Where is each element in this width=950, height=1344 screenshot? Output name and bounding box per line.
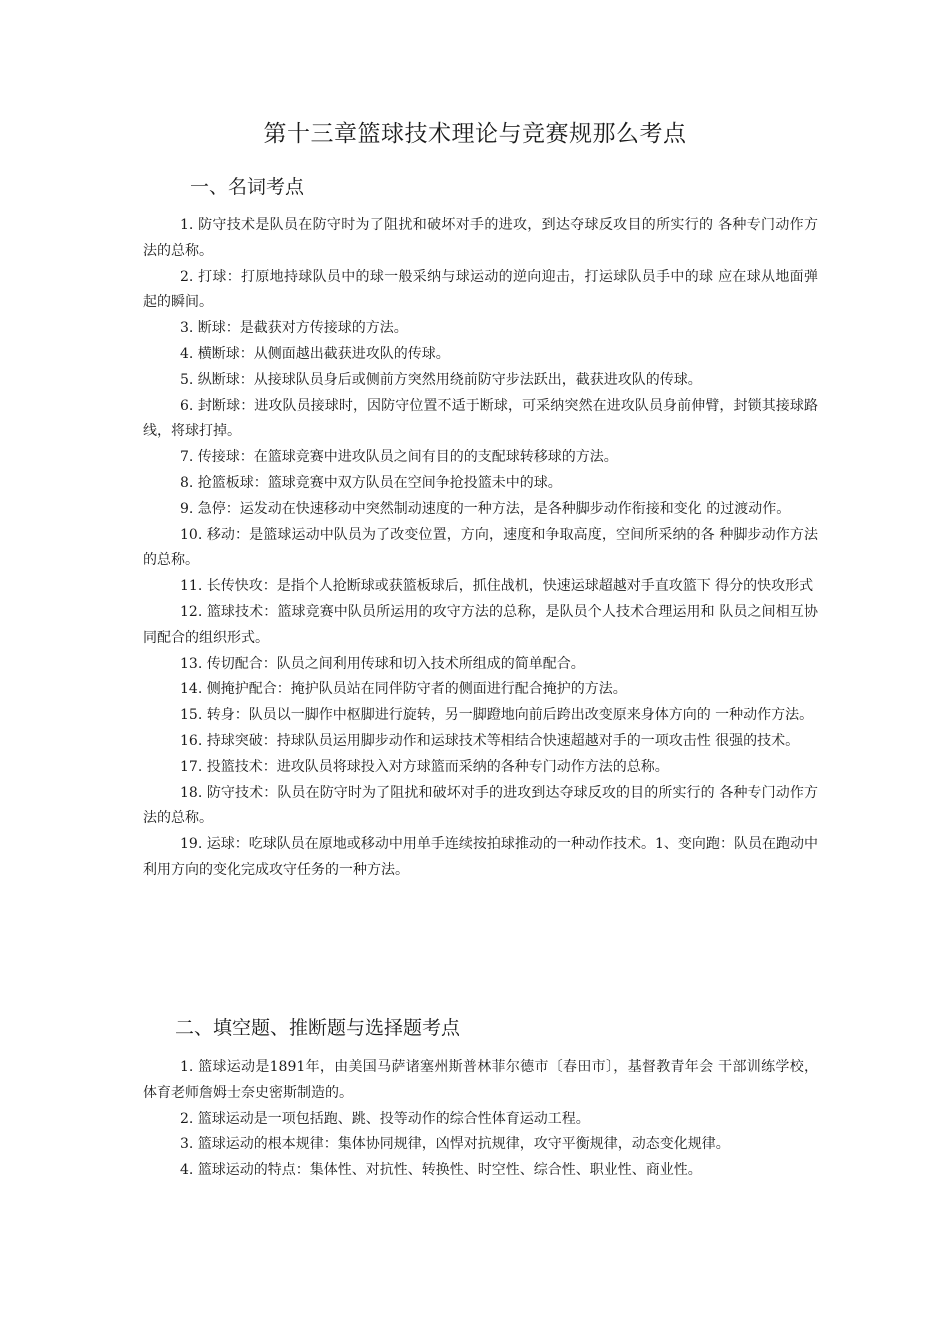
list-item: 18. 防守技术：队员在防守时为了阻扰和破坏对手的进攻到达夺球反攻的目的所实行的 各种专门动作方法的总称。 xyxy=(143,784,818,827)
document-title: 第十三章篮球技术理论与竞赛规那么考点 xyxy=(263,121,687,147)
list-item: 4. 篮球运动的特点：集体性、对抗性、转换性、时空性、综合性、职业性、商业性。 xyxy=(180,1162,702,1179)
list-item: 19. 运球：吃球队员在原地或移动中用单手连续按拍球推动的一种动作技术。1、变向跑：队员在跑动中利用方向的变化完成攻守任务的一种方法。 xyxy=(143,836,818,878)
list-item: 16. 持球突破：持球队员运用脚步动作和运球技术等相结合快速超越对手的一项攻击性 很强的技术。 xyxy=(180,732,800,749)
list-item: 2. 篮球运动是一项包括跑、跳、投等动作的综合性体育运动工程。 xyxy=(180,1110,590,1127)
list-item: 13. 传切配合：队员之间利用传球和切入技术所组成的简单配合。 xyxy=(180,655,585,672)
section-heading-quiz: 二、填空题、推断题与选择题考点 xyxy=(175,1017,461,1039)
list-item: 10. 移动：是篮球运动中队员为了改变位置，方向，速度和争取高度，空间所采纳的各 种脚步动作方法的总称。 xyxy=(143,526,818,569)
list-item: 3. 断球：是截获对方传接球的方法。 xyxy=(180,320,408,337)
list-item: 14. 侧掩护配合：掩护队员站在同伴防守者的侧面进行配合掩护的方法。 xyxy=(180,681,627,698)
quiz-points-list xyxy=(143,1055,818,1184)
terms-list xyxy=(143,213,818,884)
section-heading-terms: 一、名词考点 xyxy=(190,176,305,198)
list-item: 7. 传接球：在篮球竞赛中进攻队员之间有目的的支配球转移球的方法。 xyxy=(180,449,618,466)
list-item: 9. 急停：运发动在快速移动中突然制动速度的一种方法，是各种脚步动作衔接和变化 的过渡动作。 xyxy=(180,500,791,517)
list-item: 15. 转身：队员以一脚作中枢脚进行旋转，另一脚蹬地向前后跨出改变原来身体方向的 一种动作方法。 xyxy=(180,707,814,724)
list-item: 1. 篮球运动是1891年，由美国马萨诸塞州斯普林菲尔德市〔春田市〕，基督教青年会 干部训练学校，体育老师詹姆士奈史密斯制造的。 xyxy=(143,1059,818,1101)
list-item: 2. 打球：打原地持球队员中的球一般采纳与球运动的逆向迎击，打运球队员手中的球 应在球从地面弹起的瞬间。 xyxy=(143,268,818,311)
list-item: 8. 抢篮板球：篮球竞赛中双方队员在空间争抢投篮未中的球。 xyxy=(180,474,562,491)
list-item: 4. 横断球：从侧面越出截获进攻队的传球。 xyxy=(180,345,450,362)
list-item: 12. 篮球技术：篮球竞赛中队员所运用的攻守方法的总称，是队员个人技术合理运用和 队员之间相互协同配合的组织形式。 xyxy=(143,603,818,646)
list-item: 1. 防守技术是队员在防守时为了阻扰和破坏对手的进攻，到达夺球反攻目的所实行的 各种专门动作方法的总称。 xyxy=(143,217,818,259)
list-item: 6. 封断球：进攻队员接球时，因防守位置不适于断球，可采纳突然在进攻队员身前伸臂，封锁其接球路线，将球打掉。 xyxy=(143,397,818,440)
list-item: 17. 投篮技术：进攻队员将球投入对方球篮而采纳的各种专门动作方法的总称。 xyxy=(180,758,669,775)
list-item: 5. 纵断球：从接球队员身后或侧前方突然用绕前防守步法跃出，截获进攻队的传球。 xyxy=(180,371,702,388)
list-item: 11. 长传快攻：是指个人抢断球或获篮板球后，抓住战机，快速运球超越对手直攻篮下 得分的快攻形式 xyxy=(180,578,814,595)
list-item: 3. 篮球运动的根本规律：集体协同规律，凶悍对抗规律，攻守平衡规律，动态变化规律。 xyxy=(180,1136,730,1153)
